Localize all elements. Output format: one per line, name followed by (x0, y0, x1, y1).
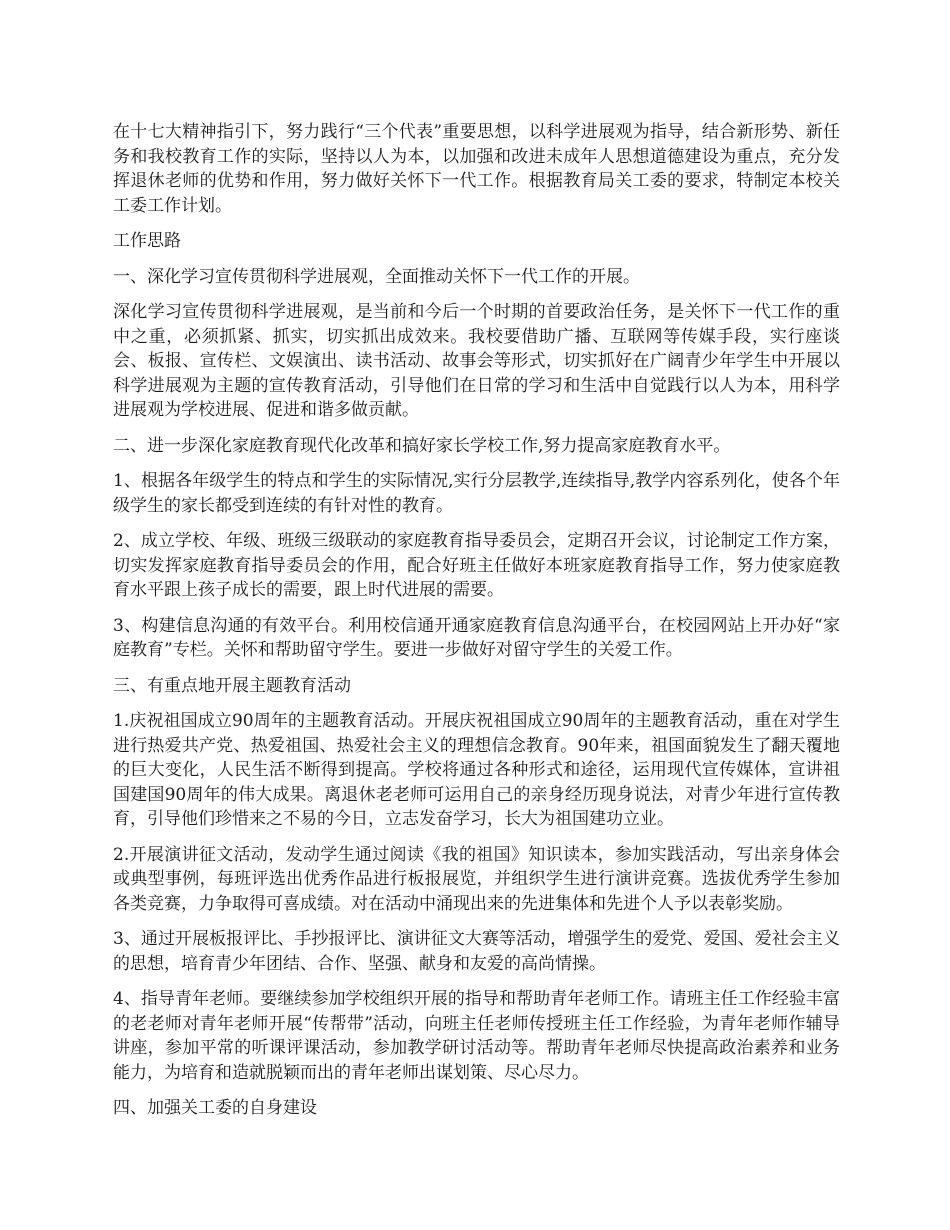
section-heading-3: 三、有重点地开展主题教育活动 (113, 675, 351, 696)
section-heading-4: 四、加强关工委的自身建设 (113, 1098, 317, 1118)
body-paragraph: 1、根据各年级学生的特点和学生的实际情况,实行分层教学,连续指导,教学内容系列化，使各个年级学生的家长都受到连续的有针对性的教育。 (113, 471, 840, 516)
intro-paragraph: 在十七大精神指引下，努力践行“三个代表”重要思想，以科学进展观为指导，结合新形势、新任务和我校教育工作的实际，坚持以人为本，以加强和改进未成年人思想道德建设为重点，充分发挥退休老师的优势和作用，努力做好关怀下一代工作。根据教育局关工委的要求，特制定本校关工委工作计划。 (113, 122, 840, 216)
body-paragraph: 深化学习宣传贯彻科学进展观，是当前和今后一个时期的首要政治任务，是关怀下一代工作的重中之重，必须抓紧、抓实，切实抓出成效来。我校要借助广播、互联网等传媒手段，实行座谈会、板报、宣传栏、文娱演出、读书活动、故事会等形式，切实抓好在广阔青少年学生中开展以科学进展观为主题的宣传教育活动，引导他们在日常的学习和生活中自觉践行以人为本，用科学进展观为学校进展、促进和谐多做贡献。 (113, 302, 840, 420)
document-body (113, 120, 840, 1132)
body-paragraph: 4、指导青年老师。要继续参加学校组织开展的指导和帮助青年老师工作。请班主任工作经验丰富的老老师对青年老师开展“传帮带”活动，向班主任老师传授班主任工作经验，为青年老师作辅导讲座，参加平常的听课评课活动，参加教学研讨活动等。帮助青年老师尽快提高政治素养和业务能力，为培育和造就脱颖而出的青年老师出谋划策、尽心尽力。 (113, 989, 840, 1083)
section-heading-2: 二、进一步深化家庭教育现代化改革和搞好家长学校工作,努力提高家庭教育水平。 (113, 435, 731, 456)
body-paragraph: 2、成立学校、年级、班级三级联动的家庭教育指导委员会，定期召开会议，讨论制定工作方案，切实发挥家庭教育指导委员会的作用，配合好班主任做好本班家庭教育指导工作，努力使家庭教育水平跟上孩子成长的需要，跟上时代进展的需要。 (113, 531, 840, 600)
body-paragraph: 3、构建信息沟通的有效平台。利用校信通开通家庭教育信息沟通平台，在校园网站上开办好“家庭教育”专栏。关怀和帮助留守学生。要进一步做好对留守学生的关爱工作。 (113, 615, 840, 660)
section-heading-work-approach: 工作思路 (113, 231, 181, 251)
body-paragraph: 1.庆祝祖国成立90周年的主题教育活动。开展庆祝祖国成立90周年的主题教育活动，重在对学生进行热爱共产党、热爱祖国、热爱社会主义的理想信念教育。90年来，祖国面貌发生了翻天覆地的巨大变化，人民生活不断得到提高。学校将通过各种形式和途径，运用现代宣传媒体，宣讲祖国建国90周年的伟大成果。离退休老老师可运用自己的亲身经历现身说法，对青少年进行宣传教育，引导他们珍惜来之不易的今日，立志发奋学习，长大为祖国建功立业。 (113, 711, 840, 829)
body-paragraph: 3、通过开展板报评比、手抄报评比、演讲征文大赛等活动，增强学生的爱党、爱国、爱社会主义的思想，培育青少年团结、合作、坚强、献身和友爱的高尚情操。 (113, 929, 840, 974)
body-paragraph: 2.开展演讲征文活动，发动学生通过阅读《我的祖国》知识读本，参加实践活动，写出亲身体会或典型事例，每班评选出优秀作品进行板报展览，并组织学生进行演讲竞赛。选拔优秀学生参加各类竞赛，力争取得可喜成绩。对在活动中涌现出来的先进集体和先进个人予以表彰奖励。 (113, 844, 840, 914)
section-heading-1: 一、深化学习宣传贯彻科学进展观，全面推动关怀下一代工作的开展。 (113, 266, 640, 287)
